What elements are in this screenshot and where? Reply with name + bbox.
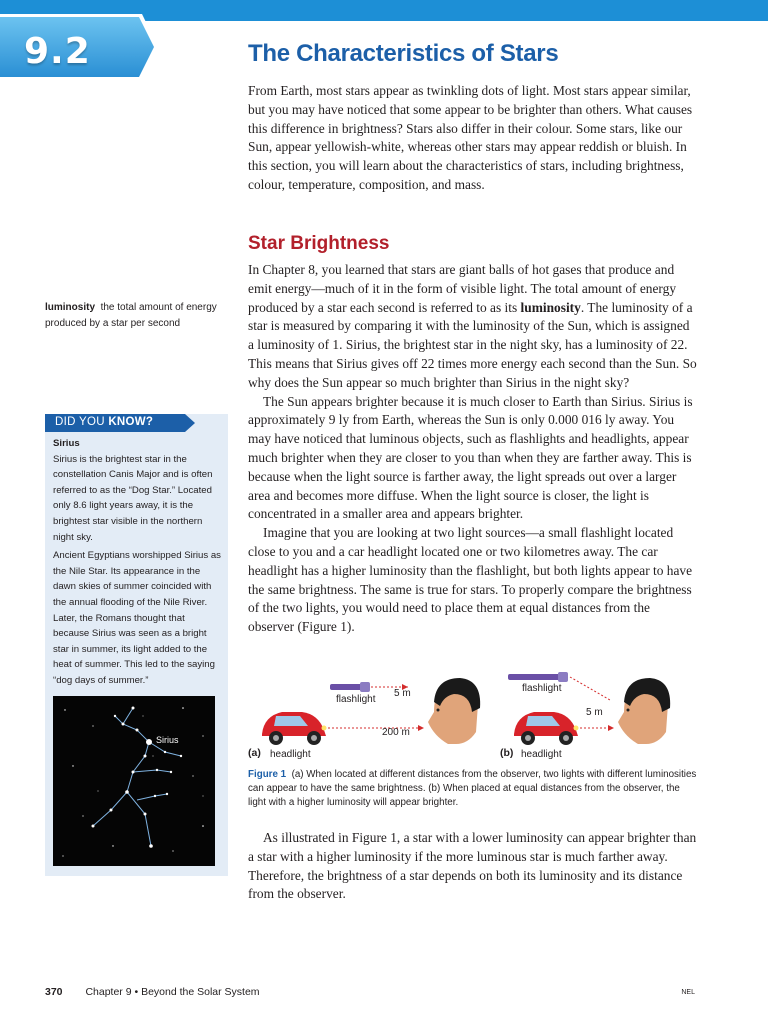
panel-b-observer-head-icon [618, 678, 670, 744]
page-number: 370 [45, 986, 63, 998]
p1-text-after: . The luminosity of a star is measured by comparing it with the luminosity of the Sun, which is assigned a luminosity of 1. Sirius, the brightest star in the night sky, has a luminosity of 22. This means that Sirius gives off 22 times more energy each second than the Sun. So why does the Sun appear so much brighter than Sirius in the night sky? [248, 299, 697, 390]
figure-1 [248, 672, 698, 772]
panel-b-flashlight-icon [508, 672, 568, 682]
dyk-subtitle: Sirius [53, 438, 80, 449]
did-you-know-body [53, 436, 223, 692]
figure-caption-text: (a) When located at different distances from the observer, two lights with different luminosities can appear to have the same brightness. (b) When placed at equal distances from the observer, the light with a higher luminosity will appear brighter. [248, 769, 697, 808]
panel-a-200m-label: 200 m [382, 727, 410, 738]
glossary-term: luminosity [45, 302, 96, 313]
constellation-stars [92, 707, 183, 848]
page-title: The Characteristics of Stars [248, 40, 559, 67]
panel-a-headlight-label: headlight [270, 749, 311, 760]
brightness-paragraph-1 [248, 261, 698, 393]
luminosity-term: luminosity [520, 299, 581, 315]
panel-b-5m-label: 5 m [586, 707, 603, 718]
dyk-head-plain: DID YOU [55, 416, 105, 428]
p1-text-before: In Chapter 8, you learned that stars are giant balls of hot gases that produce and emit energy—much of it in the form of visible light. The total amount of energy produced by a star each second is referred to as its [248, 262, 677, 315]
dyk-paragraph-2: Ancient Egyptians worshipped Sirius as the Nile Star. Its appearance in the dawn skies of summer coincided with the annual flooding of the Nile River. Later, the Romans thought that because Sirius was seen as a bright star in summer, its light added to the heat of summer. This led to the saying “dog days of summer.” [53, 550, 221, 686]
footer-publisher: NEL [681, 989, 695, 996]
dyk-paragraph-1: Sirius is the brightest star in the constellation Canis Major and is often referred to as the “Dog Star.” Located only 8.6 light years away, it is the brightest star visible in the northern night sky. [53, 453, 213, 543]
panel-a-flashlight-icon [330, 682, 370, 692]
intro-paragraph [248, 82, 698, 195]
section-number-badge [0, 14, 160, 80]
brightness-body [248, 261, 698, 637]
brightness-paragraph-3: Imagine that you are looking at two light sources—a small flashlight located close to you and a car headlight located one or two kilometres away. The car headlight has a higher luminosity than the flashlight, but both lights appear to have the same brightness. The same is true for stars. To properly compare the brightness of the two lights, you would need to place them at equal distances from the observer (Figure 1). [248, 525, 693, 635]
brightness-paragraph-4: As illustrated in Figure 1, a star with a lower luminosity can appear brighter than a star with a higher luminosity if the more luminous star is much farther away. Therefore, the brightness of a star depends on both its luminosity and its distance from the observer. [248, 830, 697, 902]
canis-major-star-map [53, 696, 215, 866]
dyk-head-bold: KNOW? [108, 416, 154, 428]
brightness-paragraph-4-block [248, 829, 698, 904]
page-footer [45, 986, 695, 998]
did-you-know-header [45, 414, 185, 432]
panel-a-5m-label: 5 m [394, 688, 411, 699]
section-heading-star-brightness: Star Brightness [248, 233, 390, 254]
panel-b-flashlight-label: flashlight [522, 683, 562, 694]
background-stars [62, 707, 203, 856]
glossary-note [45, 300, 223, 331]
panel-a-flashlight-label: flashlight [336, 694, 376, 705]
figure-number: Figure 1 [248, 769, 287, 780]
brightness-paragraph-2: The Sun appears brighter because it is much closer to Earth than Sirius. Sirius is approximately 9 ly from Earth, whereas the Sun is only 0.000 016 ly away. You may have noticed that luminous objects, such as flashlights and headlights, appear much brighter when they are closer to you than when they are farther away. This is because when the light source is farther away, the light spreads out over a larger area and becomes more diffuse. When the light source is closer, the light is concentrated in a smaller area and appears brighter. [248, 393, 693, 522]
panel-b-headlight-label: headlight [521, 749, 562, 760]
panel-b-car-icon [514, 712, 579, 745]
did-you-know-box [45, 414, 228, 876]
intro-text: From Earth, most stars appear as twinkling dots of light. Most stars appear similar, but you may have noticed that some appear to be brighter than others. What causes this difference in brightness? Stars also differ in their colour. Some stars, like our Sun, appear yellowish-white, whereas other stars may appear reddish or bluish. In this section, you will learn about the characteristics of stars, including brightness, colour, temperature, composition, and mass. [248, 83, 693, 192]
glossary-definition: the total amount of energy produced by a star per second [45, 302, 217, 329]
panel-a-letter: (a) [248, 747, 261, 759]
section-number: 9.2 [24, 31, 91, 72]
sirius-label: Sirius [156, 735, 179, 745]
footer-chapter: Chapter 9 • Beyond the Solar System [85, 986, 260, 998]
panel-a-car-icon [262, 712, 327, 745]
panel-a-observer-head-icon [428, 678, 480, 744]
panel-b-letter: (b) [500, 747, 514, 759]
panel-b-flashlight-ray [570, 677, 610, 700]
figure-1-caption [248, 768, 698, 810]
